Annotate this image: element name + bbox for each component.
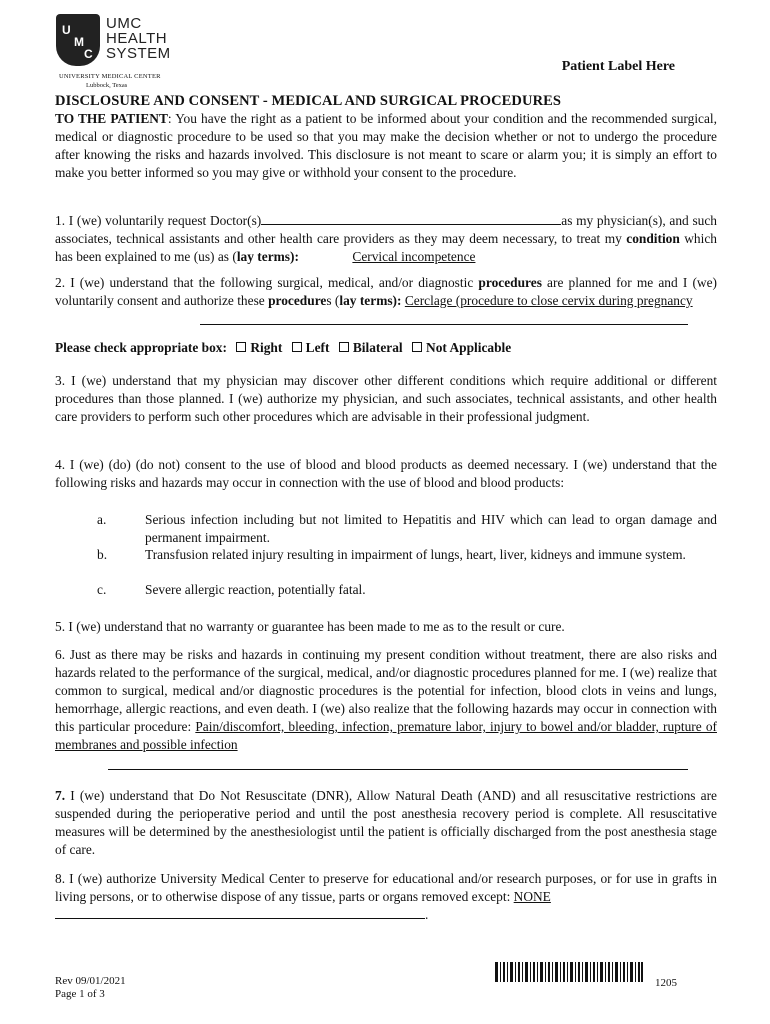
list-letter: b. xyxy=(97,547,108,562)
tissue-exception-field[interactable]: NONE xyxy=(513,889,551,904)
laterality-checkboxes xyxy=(55,339,511,357)
footer-revision xyxy=(55,975,126,1001)
s2-procedure: procedure xyxy=(268,293,327,308)
bilateral-label: Bilateral xyxy=(352,340,403,355)
section-5: 5. I (we) understand that no warranty or guarantee has been made to me as to the result or cure. xyxy=(55,619,565,634)
s1-text-c: which has been explained to me (us) as ( xyxy=(55,231,717,264)
s8-end: . xyxy=(425,907,429,922)
s7-number: 7. xyxy=(55,788,66,803)
intro-paragraph xyxy=(55,110,717,182)
hazards-field-underline xyxy=(108,769,688,770)
logo-name: UMC HEALTH SYSTEM xyxy=(106,15,171,62)
page-number: Page 1 of 3 xyxy=(55,988,105,1000)
s2-lay-terms: lay terms): xyxy=(339,293,402,308)
document-title: DISCLOSURE AND CONSENT - MEDICAL AND SURGICAL PROCEDURES xyxy=(55,93,562,109)
intro-lead: TO THE PATIENT xyxy=(55,111,168,126)
s1-lay-terms: lay terms): xyxy=(236,249,299,264)
left-label: Left xyxy=(305,340,330,355)
barcode-icon xyxy=(495,962,643,982)
list-letter: a. xyxy=(97,512,107,527)
s1-condition: condition xyxy=(626,231,680,246)
hazards-field[interactable]: Pain/discomfort, bleeding, infection, premature labor, injury to bowel and/or bladder, rupture of membranes and possible infection xyxy=(55,719,717,752)
condition-field[interactable]: Cervical incompetence xyxy=(352,249,476,264)
right-label: Right xyxy=(250,340,283,355)
section-6 xyxy=(55,646,717,754)
tissue-exception-extra-field[interactable] xyxy=(55,905,425,919)
form-number: 1205 xyxy=(655,977,677,989)
revision-date: Rev 09/01/2021 xyxy=(55,975,126,987)
bilateral-checkbox[interactable] xyxy=(339,342,349,352)
list-letter: c. xyxy=(97,582,107,597)
list-text: Serious infection including but not limited to Hepatitis and HIV which can lead to organ damage and permanent impairment. xyxy=(145,512,717,545)
umc-seal-icon: U M C xyxy=(56,14,100,66)
section-4: 4. I (we) (do) (do not) consent to the use of blood and blood products as deemed necessary. I (we) understand that the following risks and hazards may occur in connection with the use of blood and blood products: xyxy=(55,457,717,490)
list-text: Severe allergic reaction, potentially fatal. xyxy=(145,582,366,597)
s8-blank-line xyxy=(55,905,428,924)
s1-text-a: 1. I (we) voluntarily request Doctor(s) xyxy=(55,213,262,228)
section-7 xyxy=(55,787,717,859)
left-checkbox[interactable] xyxy=(292,342,302,352)
not-applicable-label: Not Applicable xyxy=(426,340,512,355)
section-2 xyxy=(55,274,717,310)
patient-label: Patient Label Here xyxy=(561,59,675,74)
umc-logo xyxy=(56,14,176,94)
s6-text: 6. Just as there may be risks and hazards in continuing my present condition without treatment, there are also risks and hazards related to the performance of the surgical, medical, and/or diagnostic procedures planned for me. I (we) realize that common to surgical, medical and/or diagnostic procedures is the potential for infection, blood clots in veins and lungs, hemorrhage, allergic reactions, and even death. I (we) also realize that the following hazards may occur in connection with this particular procedure: xyxy=(55,647,717,734)
section-1 xyxy=(55,211,717,266)
logo-location: Lubbock, Texas xyxy=(86,82,128,89)
s2-text-a: 2. I (we) understand that the following surgical, medical, and/or diagnostic xyxy=(55,275,479,290)
logo-subtitle: UNIVERSITY MEDICAL CENTER xyxy=(59,73,161,80)
s1-text-b: as my physician(s), and such associates, technical assistants and other health care providers as they may deem necessary, to treat my xyxy=(55,213,717,246)
s2-text-b: are planned for me and I (we) voluntarily consent and authorize these xyxy=(55,275,717,308)
s7-text: I (we) understand that Do Not Resuscitate (DNR), Allow Natural Death (AND) and all resuscitative restrictions are suspended during the perioperative period and until the post anesthesia recovery period is complete. All resuscitative measures will be determined by the anesthesiologist until the patient is officially discharged from the post anesthesia stage of care. xyxy=(55,788,717,857)
s8-text: 8. I (we) authorize University Medical Center to preserve for educational and/or research purposes, or for use in grafts in living persons, or to otherwise dispose of any tissue, parts or organs removed except: xyxy=(55,871,717,904)
section-3: 3. I (we) understand that my physician may discover other different conditions which require additional or different procedures than those planned. I (we) authorize my physician, and such associates, technical assistants, and other health care providers to perform such other procedures which are advisable in their professional judgment. xyxy=(55,373,717,424)
s2-text-c: s ( xyxy=(326,293,340,308)
procedure-field-underline xyxy=(200,324,688,325)
s2-procedures: procedures xyxy=(478,275,542,290)
procedure-field[interactable]: Cerclage (procedure to close cervix during pregnancy xyxy=(404,293,693,308)
intro-text: : You have the right as a patient to be informed about your condition and the recommended surgical, medical or diagnostic procedure to be used so that you may make the decision whether or not to undergo the procedure after knowing the risks and hazards involved. This disclosure is not meant to scare or alarm you; it is simply an effort to make you better informed so you may give or withhold your consent to the procedure. xyxy=(55,111,717,180)
list-text: Transfusion related injury resulting in impairment of lungs, heart, liver, kidneys and immune system. xyxy=(145,547,686,562)
right-checkbox[interactable] xyxy=(236,342,246,352)
section-8 xyxy=(55,870,717,906)
check-prompt: Please check appropriate box: xyxy=(55,340,227,355)
not-applicable-checkbox[interactable] xyxy=(412,342,422,352)
doctor-name-field[interactable] xyxy=(261,211,561,225)
